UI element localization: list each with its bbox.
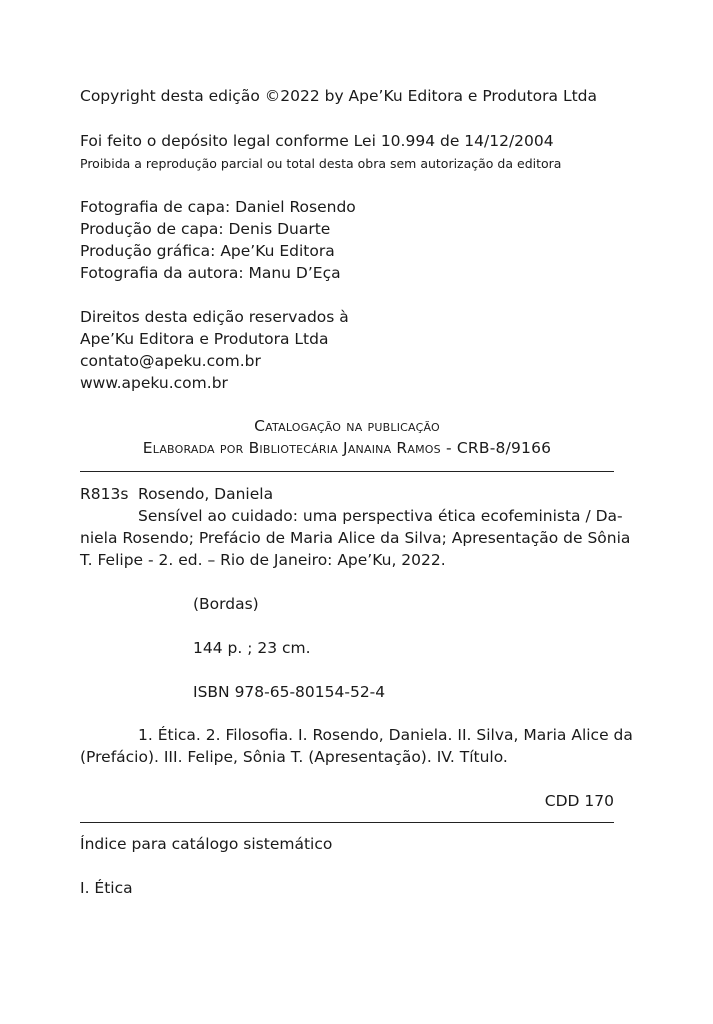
- credit-cover-production: Produção de capa: Denis Duarte: [80, 220, 331, 238]
- credit-cover-photo: Fotografia de capa: Daniel Rosendo: [80, 198, 356, 216]
- call-number: R813s: [80, 485, 129, 503]
- record-subjects-line-2: (Prefácio). III. Felipe, Sônia T. (Apresentação). IV. Título.: [80, 748, 508, 766]
- record-subjects-line-1: 1. Ética. 2. Filosofia. I. Rosendo, Daniela. II. Silva, Maria Alice da: [138, 726, 633, 744]
- record-author: Rosendo, Daniela: [138, 485, 274, 503]
- record-title-line-3: T. Felipe - 2. ed. – Rio de Janeiro: Ape’Ku, 2022.: [80, 551, 446, 569]
- prohibition-line: Proibida a reprodução parcial ou total desta obra sem autorização da editora: [80, 156, 562, 171]
- publisher-name: Ape’Ku Editora e Produtora Ltda: [80, 330, 329, 348]
- record-cdd: CDD 170: [544, 792, 614, 810]
- record-isbn: ISBN 978-65-80154-52-4: [193, 683, 386, 701]
- index-entry: I. Ética: [80, 879, 133, 897]
- catalog-heading: Catalogação na publicação: [254, 417, 440, 435]
- legal-deposit-line: Foi feito o depósito legal conforme Lei 10.994 de 14/12/2004: [80, 132, 554, 150]
- rights-line: Direitos desta edição reservados à: [80, 308, 349, 326]
- bottom-divider: [80, 822, 614, 823]
- credit-graphic-production: Produção gráfica: Ape’Ku Editora: [80, 242, 335, 260]
- record-series: (Bordas): [193, 595, 259, 613]
- top-divider: [80, 471, 614, 472]
- credit-author-photo: Fotografia da autora: Manu D’Eça: [80, 264, 341, 282]
- record-physical: 144 p. ; 23 cm.: [193, 639, 311, 657]
- publisher-website: www.apeku.com.br: [80, 374, 228, 392]
- index-title: Índice para catálogo sistemático: [80, 835, 333, 853]
- record-title-line-1: Sensível ao cuidado: uma perspectiva ética ecofeminista / Da-: [138, 507, 623, 525]
- copyright-line: Copyright desta edição ©2022 by Ape’Ku Editora e Produtora Ltda: [80, 87, 598, 105]
- record-title-line-2: niela Rosendo; Prefácio de Maria Alice da Silva; Apresentação de Sônia: [80, 529, 631, 547]
- publisher-email: contato@apeku.com.br: [80, 352, 261, 370]
- catalog-librarian: Elaborada por Bibliotecária Janaina Ramos - CRB-8/9166: [142, 439, 552, 457]
